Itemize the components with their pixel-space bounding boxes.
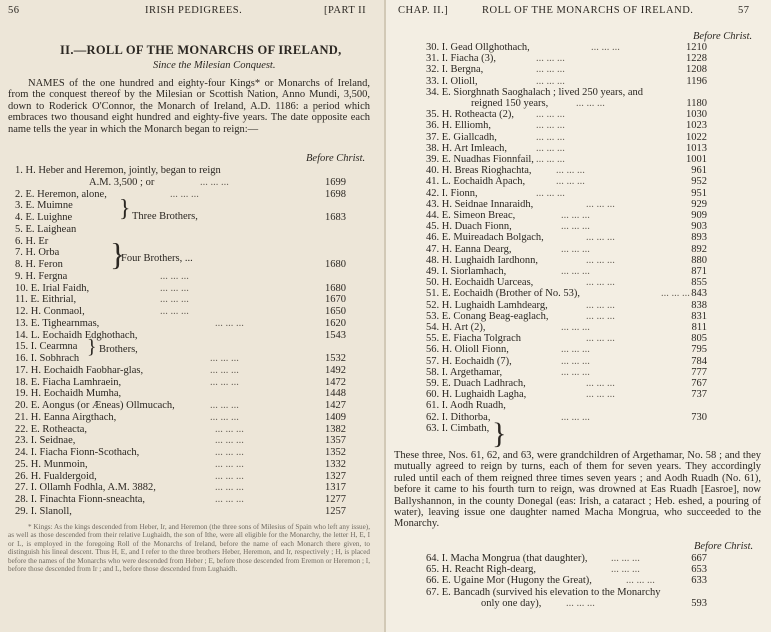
leader-dots: ... ... ... xyxy=(561,243,590,255)
monarch-name: 29. I. Slanoll, xyxy=(15,505,72,517)
intro-paragraph: NAMES of the one hundred and eighty-four Kings* or Monarchs of Ireland, from the conquest thereof by the Milesian or Scottish Nation, Anno Mundi, 3,500, down to Roderick O'Connor, the Monarch of Ireland, A.D. 1186: a period which embraces two thousand eight hundred and eighty-five years. The date opposite each name tells the year in which the Monarch began to reign:— xyxy=(8,78,370,135)
monarch-name: 32. I. Bergna, xyxy=(426,64,484,76)
monarch-name: 34. E. Siorghnath Saoghalach ; lived 250 years, and xyxy=(426,86,644,98)
reign-year: 805 xyxy=(691,333,707,345)
brace-three-brothers: } xyxy=(119,196,131,222)
leader-dots: ... ... ... xyxy=(586,333,615,345)
monarch-name: 20. E. Aongus (or Æneas) Ollmucach, xyxy=(15,400,175,411)
monarch-name: 28. I. Finachta Fionn-sneachta, xyxy=(15,494,146,505)
monarch-name: 49. I. Siorlamhach, xyxy=(426,266,507,277)
monarch-name: 52. H. Lughaidh Lamhdearg, xyxy=(426,299,548,311)
leader-dots: ... ... ... xyxy=(586,299,615,311)
reign-year: 1023 xyxy=(686,120,707,132)
monarch-name: 62. I. Dithorba, xyxy=(426,411,491,423)
monarch-name: 43. H. Seidnae Innaraidh, xyxy=(426,198,534,210)
monarch-name: 60. H. Lughaidh Lagha, xyxy=(426,389,527,401)
monarch-name: 55. E. Fiacha Tolgrach xyxy=(426,333,522,345)
monarch-name: 9. H. Fergna xyxy=(15,270,68,282)
reign-year: 1448 xyxy=(325,388,346,400)
monarch-name: 63. I. Cimbath, xyxy=(426,422,490,434)
monarch-name: 33. I. Olioll, xyxy=(426,75,478,87)
monarch-name: 59. E. Duach Ladhrach, xyxy=(426,378,526,389)
grandchildren-paragraph: These three, Nos. 61, 62, and 63, were grandchildren of Argethamar, No. 58 ; and they mutually agreed to reign by turns, each of them for seven years. They accordingly ruled until each of them reigned three times seven years ; and Aodh Ruadh (No. 61), before it came to his fourth turn to reign, was drowned at Eas Ruadh [Easroe], now Ballyshannon, in the county Donegal (eas: Irish, a cataract ; Heb. eshed, a pouring of water), leaving issue one daughter named Macha Mongrua, who succeeded to the Monarchy. xyxy=(394,450,761,530)
leader-dots: ... ... ... xyxy=(160,282,189,294)
brace-three-grandchildren: } xyxy=(492,417,507,450)
monarch-name: 35. H. Rotheacta (2), xyxy=(426,109,515,121)
left-page xyxy=(0,0,385,632)
reign-year: 1670 xyxy=(325,294,346,306)
leader-dots: ... ... ... xyxy=(210,364,239,376)
monarch-name: 19. H. Eochaidh Mumha, xyxy=(15,388,122,400)
monarch-name: 50. H. Eochaidh Uarceas, xyxy=(426,277,534,289)
monarch-name: 27. I. Ollamh Fodhla, A.M. 3882, xyxy=(15,482,156,494)
reign-year: 855 xyxy=(691,277,707,289)
leader-dots: ... ... ... xyxy=(626,575,655,587)
monarch-name: 39. E. Nuadhas Fionnfail, xyxy=(426,154,534,165)
monarch-name: 7. H. Orba xyxy=(15,247,60,259)
leader-dots: ... ... ... xyxy=(536,109,565,121)
reign-year: 1543 xyxy=(325,329,346,341)
monarch-name: 15. I. Cearmna xyxy=(15,341,78,353)
leader-dots: ... ... ... xyxy=(536,120,565,132)
monarch-name: 58. I. Argethamar, xyxy=(426,366,503,378)
reign-year: 1382 xyxy=(325,423,346,435)
reign-year: 1650 xyxy=(325,306,346,317)
monarch-name: 61. I. Aodh Ruadh, xyxy=(426,400,506,412)
reign-year: 892 xyxy=(691,243,707,255)
reign-year: 909 xyxy=(691,210,707,221)
reign-year: 767 xyxy=(691,378,707,389)
reign-year: 811 xyxy=(691,322,707,333)
reign-year: 893 xyxy=(691,232,707,244)
reign-year: 784 xyxy=(691,355,707,367)
monarch-name: 64. I. Macha Mongrua (that daughter), xyxy=(426,553,588,564)
reign-year: 1210 xyxy=(686,42,707,53)
monarch-name: 30. I. Gead Ollghothach, xyxy=(426,42,530,53)
reign-year: 1532 xyxy=(325,353,346,364)
brace-four-brothers: } xyxy=(110,236,126,272)
monarch-name: 41. L. Eochaidh Apach, xyxy=(426,176,526,188)
section-title: II.—ROLL OF THE MONARCHS OF IRELAND, xyxy=(60,43,342,57)
three-brothers-label: Three Brothers, xyxy=(132,211,198,222)
leader-dots: ... ... ... xyxy=(556,176,585,188)
leader-dots: ... ... ... xyxy=(536,53,565,65)
reign-year: 838 xyxy=(691,299,707,311)
right-page xyxy=(386,0,771,632)
monarch-name: 17. H. Eochaidh Faobhar-glas, xyxy=(15,364,144,376)
leader-dots: ... ... ... xyxy=(586,389,615,401)
reign-year: 1228 xyxy=(686,53,707,65)
leader-dots: ... ... ... xyxy=(561,266,590,277)
leader-dots: ... ... ... xyxy=(586,254,615,266)
reign-year: 880 xyxy=(691,254,707,266)
monarch-name: 1. H. Heber and Heremon, jointly, began to reign xyxy=(15,165,221,176)
monarch-name: 42. I. Fionn, xyxy=(426,187,478,199)
monarch-name: 13. E. Tighearnmas, xyxy=(15,317,100,329)
monarch-name: 11. E. Eithrial, xyxy=(15,294,77,306)
leader-dots: ... ... ... xyxy=(561,322,590,333)
leader-dots: ... ... ... xyxy=(536,64,565,76)
left-page-number: 56 xyxy=(8,5,20,16)
reign-year: 952 xyxy=(691,176,707,188)
reign-year: 795 xyxy=(691,344,707,356)
monarch-name: 57. H. Eochaidh (7), xyxy=(426,355,512,367)
monarch-name: 23. I. Seidnae, xyxy=(15,435,76,447)
monarch-name: 25. H. Munmoin, xyxy=(15,458,88,470)
reign-year: 1699 xyxy=(325,176,346,188)
leader-dots: ... ... ... xyxy=(215,447,244,458)
monarch-name: 26. H. Fualdergoid, xyxy=(15,470,97,482)
monarch-name: reigned 150 years, xyxy=(471,98,549,109)
leader-dots: ... ... ... xyxy=(536,142,565,154)
leader-dots: ... ... ... xyxy=(210,376,239,388)
leader-dots: ... ... ... xyxy=(556,165,585,177)
leader-dots: ... ... ... xyxy=(170,188,199,200)
monarch-name: 3. E. Muimne xyxy=(15,200,73,212)
reign-year: 1427 xyxy=(325,400,346,411)
monarch-name: 47. H. Eanna Dearg, xyxy=(426,243,512,255)
reign-year: 1208 xyxy=(686,64,707,76)
reign-year: 1492 xyxy=(325,364,346,376)
footnote: * Kings: As the kings descended from Heber, Ir, and Heremon (the three sons of Milesius of Spain who left any issue), as well as those descended from their relative Lughaidh, the son of Ithe, were all eligible for the Monarchy, the letter H, E, I or L, is employed in the foregoing Roll of the Monarchs of Ireland, before the name of each Monarch there given, to distinguish his lineal descent. Thus H, E, and I refer to the three brothers Heber, Heremon, and Ir, respectively ; H, is placed before the names of the Monarchs who were descended from Heber ; E, before those descended from Eremon or Heremon ; I, before those descended from Ir ; and L, before those descended from Lughaidh. xyxy=(8,523,370,574)
leader-dots: ... ... ... xyxy=(586,378,615,389)
four-brothers-label: Four Brothers, ... xyxy=(121,253,193,264)
leader-dots: ... ... ... xyxy=(160,294,189,306)
reign-year: 843 xyxy=(691,288,707,300)
leader-dots: ... ... ... xyxy=(661,288,690,300)
leader-dots: ... ... ... xyxy=(215,470,244,482)
leader-dots: ... ... ... xyxy=(576,98,605,109)
brace-brothers: } xyxy=(87,336,97,358)
leader-dots: ... ... ... xyxy=(586,310,615,322)
monarch-name: only one day), xyxy=(481,597,542,609)
leader-dots: ... ... ... xyxy=(210,353,239,364)
leader-dots: ... ... ... xyxy=(215,317,244,329)
leader-dots: ... ... ... xyxy=(536,187,565,199)
monarch-name: 65. H. Reacht Righ-dearg, xyxy=(426,564,537,576)
monarch-name: 16. I. Sobhrach xyxy=(15,353,80,364)
reign-year: 951 xyxy=(691,187,707,199)
monarch-name: 67. E. Bancadh (survived his elevation to the Monarchy xyxy=(426,586,661,598)
before-christ-label-2: Before Christ. xyxy=(694,541,754,552)
monarch-name: 2. E. Heremon, alone, xyxy=(15,188,107,200)
leader-dots: ... ... ... xyxy=(611,553,640,564)
reign-year: 1357 xyxy=(325,435,346,447)
chapter-label: CHAP. II.] xyxy=(398,5,449,16)
reign-year: 593 xyxy=(691,597,707,609)
leader-dots: ... ... ... xyxy=(586,277,615,289)
reign-year: 1683 xyxy=(325,212,346,223)
leader-dots: ... ... ... xyxy=(611,564,640,576)
monarch-name: 45. H. Duach Fionn, xyxy=(426,221,512,233)
leader-dots: ... ... ... xyxy=(561,355,590,367)
monarch-name: 56. H. Olioll Fionn, xyxy=(426,344,509,356)
leader-dots: ... ... ... xyxy=(586,198,615,210)
leader-dots: ... ... ... xyxy=(215,494,244,505)
monarch-name: 5. E. Laighean xyxy=(15,223,77,235)
reign-year: 1022 xyxy=(686,131,707,143)
leader-dots: ... ... ... xyxy=(536,75,565,87)
reign-year: 1001 xyxy=(686,154,707,165)
reign-year: 777 xyxy=(691,366,707,378)
reign-year: 1196 xyxy=(686,75,707,87)
reign-year: 1317 xyxy=(325,482,346,494)
brothers-label: Brothers, xyxy=(99,344,138,355)
monarch-name: 40. H. Breas Rioghachta, xyxy=(426,165,532,177)
reign-year: 1680 xyxy=(325,259,346,270)
reign-year: 929 xyxy=(691,198,707,210)
monarch-name: 44. E. Simeon Breac, xyxy=(426,210,516,221)
monarch-name: 53. E. Conang Beag-eaglach, xyxy=(426,310,549,322)
leader-dots: ... ... ... xyxy=(561,366,590,378)
monarch-name: 4. E. Luighne xyxy=(15,212,73,223)
leader-dots: ... ... ... xyxy=(210,400,239,411)
leader-dots: ... ... ... xyxy=(561,344,590,356)
monarch-name: 18. E. Fiacha Lamhraein, xyxy=(15,376,122,388)
reign-year: 1409 xyxy=(325,411,346,423)
leader-dots: ... ... ... xyxy=(566,597,595,609)
monarch-name: 14. L. Eochaidh Edghothach, xyxy=(15,329,138,341)
left-running-head: IRISH PEDIGREES. xyxy=(145,5,243,16)
monarch-name: 10. E. Irial Faidh, xyxy=(15,282,90,294)
monarch-name: 54. H. Art (2), xyxy=(426,322,486,333)
reign-year: 1332 xyxy=(325,458,346,470)
reign-year: 1680 xyxy=(325,282,346,294)
reign-year: 667 xyxy=(691,553,707,564)
leader-dots: ... ... ... xyxy=(160,306,189,317)
reign-year: 1030 xyxy=(686,109,707,121)
leader-dots: ... ... ... xyxy=(536,131,565,143)
leader-dots: ... ... ... xyxy=(536,154,565,165)
monarch-name: 66. E. Ugaine Mor (Hugony the Great), xyxy=(426,575,592,587)
reign-year: 1257 xyxy=(325,505,346,517)
before-christ-label-right: Before Christ. xyxy=(693,31,753,42)
leader-dots: ... ... ... xyxy=(561,210,590,221)
monarch-name: 24. I. Fiacha Fionn-Scothach, xyxy=(15,447,140,458)
leader-dots: ... ... ... xyxy=(215,482,244,494)
leader-dots: ... ... ... xyxy=(591,42,620,53)
leader-dots: ... ... ... xyxy=(215,435,244,447)
section-subtitle: Since the Milesian Conquest. xyxy=(153,60,276,71)
monarch-name: 38. H. Art Imleach, xyxy=(426,142,508,154)
reign-year: 831 xyxy=(691,310,707,322)
left-part-label: [PART II xyxy=(324,5,367,16)
reign-year: 1620 xyxy=(325,317,346,329)
monarch-name: 8. H. Feron xyxy=(15,259,63,270)
reign-year: 633 xyxy=(691,575,707,587)
reign-year: 1277 xyxy=(325,494,346,505)
before-christ-label: Before Christ. xyxy=(306,153,366,164)
leader-dots: ... ... ... xyxy=(210,411,239,423)
reign-year: 730 xyxy=(691,411,707,423)
reign-year: 1352 xyxy=(325,447,346,458)
reign-year: 1013 xyxy=(686,142,707,154)
leader-dots: ... ... ... xyxy=(215,423,244,435)
reign-year: 653 xyxy=(691,564,707,576)
reign-year: 871 xyxy=(691,266,707,277)
monarch-name: 21. H. Eanna Airgthach, xyxy=(15,411,117,423)
leader-dots: ... ... ... xyxy=(160,270,189,282)
leader-dots: ... ... ... xyxy=(200,176,229,188)
reign-year: 961 xyxy=(691,165,707,177)
reign-year: 1327 xyxy=(325,470,346,482)
reign-year: 903 xyxy=(691,221,707,233)
monarch-name: 51. E. Eochaidh (Brother of No. 53), xyxy=(426,288,580,300)
reign-year: 1472 xyxy=(325,376,346,388)
right-running-head: ROLL OF THE MONARCHS OF IRELAND. xyxy=(482,5,694,16)
leader-dots: ... ... ... xyxy=(561,221,590,233)
leader-dots: ... ... ... xyxy=(215,458,244,470)
monarch-name: 46. E. Muireadach Bolgach, xyxy=(426,232,544,244)
monarch-name: 22. E. Rotheacta, xyxy=(15,423,88,435)
leader-dots: ... ... ... xyxy=(561,411,590,423)
reign-year: 1698 xyxy=(325,188,346,200)
leader-dots: ... ... ... xyxy=(586,232,615,244)
monarch-name: 12. H. Conmaol, xyxy=(15,306,85,317)
reign-year: 737 xyxy=(691,389,707,401)
monarch-name: 48. H. Lughaidh Iardhonn, xyxy=(426,254,538,266)
monarch-name: A.M. 3,500 ; or xyxy=(89,176,155,188)
monarch-name: 37. E. Giallcadh, xyxy=(426,131,497,143)
reign-year: 1180 xyxy=(686,98,707,109)
monarch-name: 36. H. Elliomh, xyxy=(426,120,492,132)
monarch-name: 6. H. Er xyxy=(15,235,49,247)
right-page-number: 57 xyxy=(738,5,750,16)
monarch-name: 31. I. Fiacha (3), xyxy=(426,53,496,65)
